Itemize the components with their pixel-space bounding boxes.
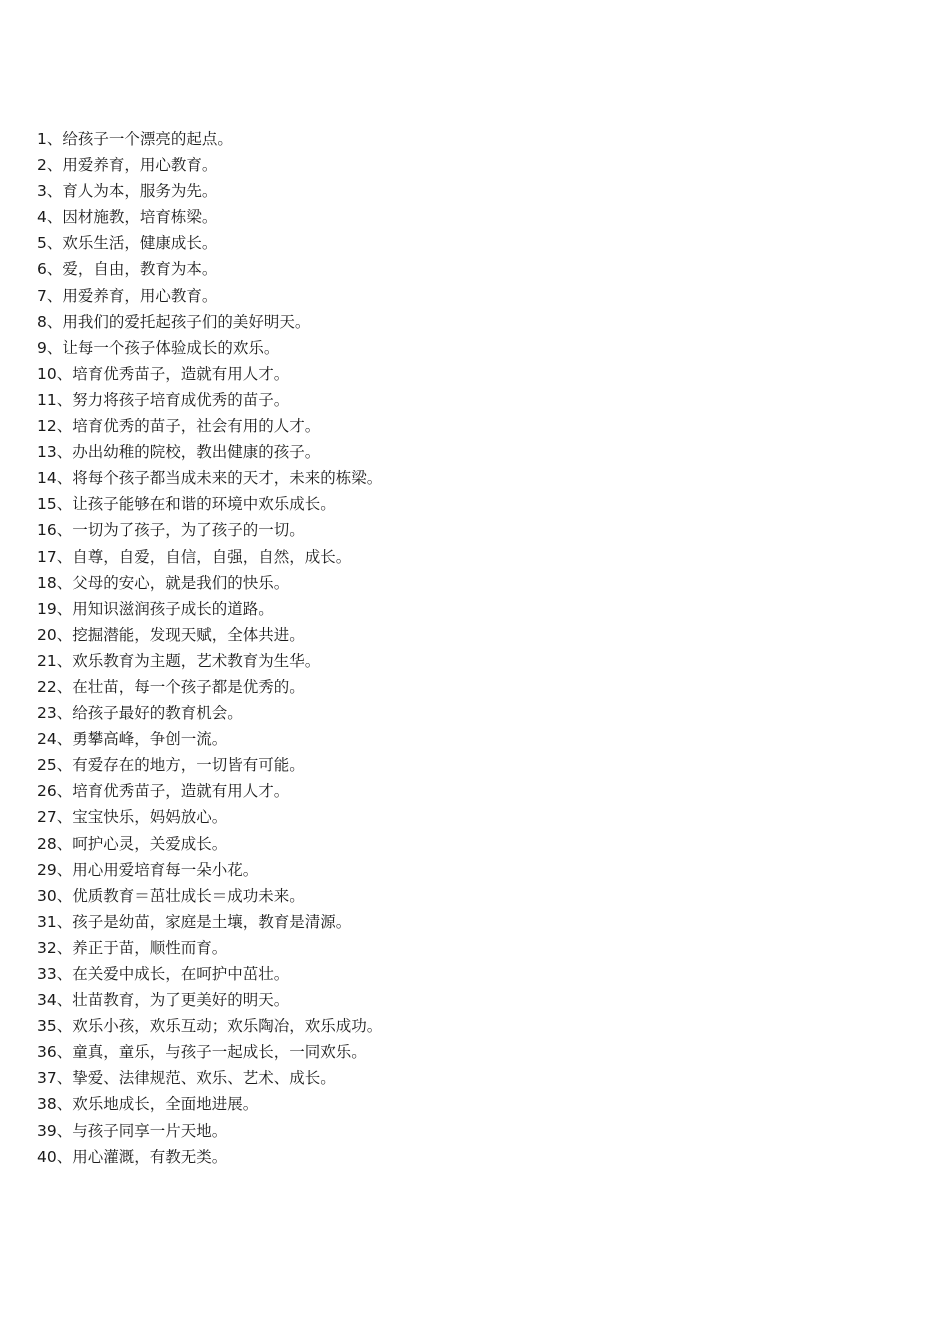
slogan-line-13: 13、办出幼稚的院校，教出健康的孩子。: [37, 443, 321, 462]
slogan-line-37: 37、挚爱、法律规范、欢乐、艺术、成长。: [37, 1069, 336, 1088]
slogan-line-34: 34、壮苗教育，为了更美好的明天。: [37, 991, 290, 1010]
slogan-line-10: 10、培育优秀苗子，造就有用人才。: [37, 364, 290, 383]
slogan-line-18: 18、父母的安心，就是我们的快乐。: [37, 573, 290, 592]
slogan-line-1: 1、给孩子一个漂亮的起点。: [37, 130, 233, 148]
slogan-line-9: 9、让每一个孩子体验成长的欢乐。: [37, 338, 280, 357]
slogan-line-28: 28、呵护心灵，关爱成长。: [37, 834, 228, 853]
slogan-line-30: 30、优质教育＝茁壮成长＝成功未来。: [37, 886, 305, 905]
slogan-line-19: 19、用知识滋润孩子成长的道路。: [37, 599, 274, 618]
slogan-line-33: 33、在关爱中成长，在呵护中茁壮。: [37, 965, 290, 983]
slogan-line-15: 15、让孩子能够在和谐的环境中欢乐成长。: [37, 495, 336, 514]
slogan-line-11: 11、努力将孩子培育成优秀的苗子。: [37, 390, 290, 409]
slogan-line-5: 5、欢乐生活，健康成长。: [37, 234, 218, 253]
slogan-line-12: 12、培育优秀的苗子，社会有用的人才。: [37, 417, 321, 436]
slogan-line-4: 4、因材施教，培育栋梁。: [37, 208, 218, 227]
slogan-line-6: 6、爱，自由，教育为本。: [37, 260, 218, 279]
slogan-line-26: 26、培育优秀苗子，造就有用人才。: [37, 782, 290, 801]
slogan-line-36: 36、童真，童乐，与孩子一起成长，一同欢乐。: [37, 1043, 367, 1062]
slogan-line-2: 2、用爱养育，用心教育。: [37, 156, 218, 175]
slogan-line-23: 23、给孩子最好的教育机会。: [37, 704, 243, 723]
slogan-line-17: 17、自尊，自爱，自信，自强，自然，成长。: [37, 547, 352, 566]
slogan-line-8: 8、用我们的爱托起孩子们的美好明天。: [37, 312, 311, 331]
slogan-line-31: 31、孩子是幼苗，家庭是土壤，教育是清源。: [37, 912, 352, 931]
slogan-line-27: 27、宝宝快乐，妈妈放心。: [37, 808, 228, 827]
slogan-line-16: 16、一切为了孩子，为了孩子的一切。: [37, 521, 305, 540]
slogan-line-39: 39、与孩子同享一片天地。: [37, 1121, 228, 1140]
slogan-line-14: 14、将每个孩子都当成未来的天才，未来的栋梁。: [37, 469, 383, 488]
slogan-list: [37, 126, 382, 1170]
slogan-line-29: 29、用心用爱培育每一朵小花。: [37, 860, 259, 879]
slogan-line-21: 21、欢乐教育为主题，艺术教育为生华。: [37, 651, 321, 670]
slogan-line-40: 40、用心灌溉，有教无类。: [37, 1147, 228, 1166]
slogan-line-25: 25、有爱存在的地方，一切皆有可能。: [37, 756, 305, 775]
slogan-line-32: 32、养正于苗，顺性而育。: [37, 938, 228, 957]
slogan-line-38: 38、欢乐地成长，全面地进展。: [37, 1095, 259, 1114]
slogan-line-22: 22、在壮苗，每一个孩子都是优秀的。: [37, 677, 305, 696]
slogan-line-20: 20、挖掘潜能，发现天赋，全体共进。: [37, 625, 305, 644]
slogan-line-7: 7、用爱养育，用心教育。: [37, 286, 218, 305]
slogan-line-24: 24、勇攀高峰，争创一流。: [37, 730, 228, 749]
slogan-line-3: 3、育人为本，服务为先。: [37, 182, 218, 201]
slogan-line-35: 35、欢乐小孩，欢乐互动；欢乐陶冶，欢乐成功。: [37, 1017, 383, 1036]
